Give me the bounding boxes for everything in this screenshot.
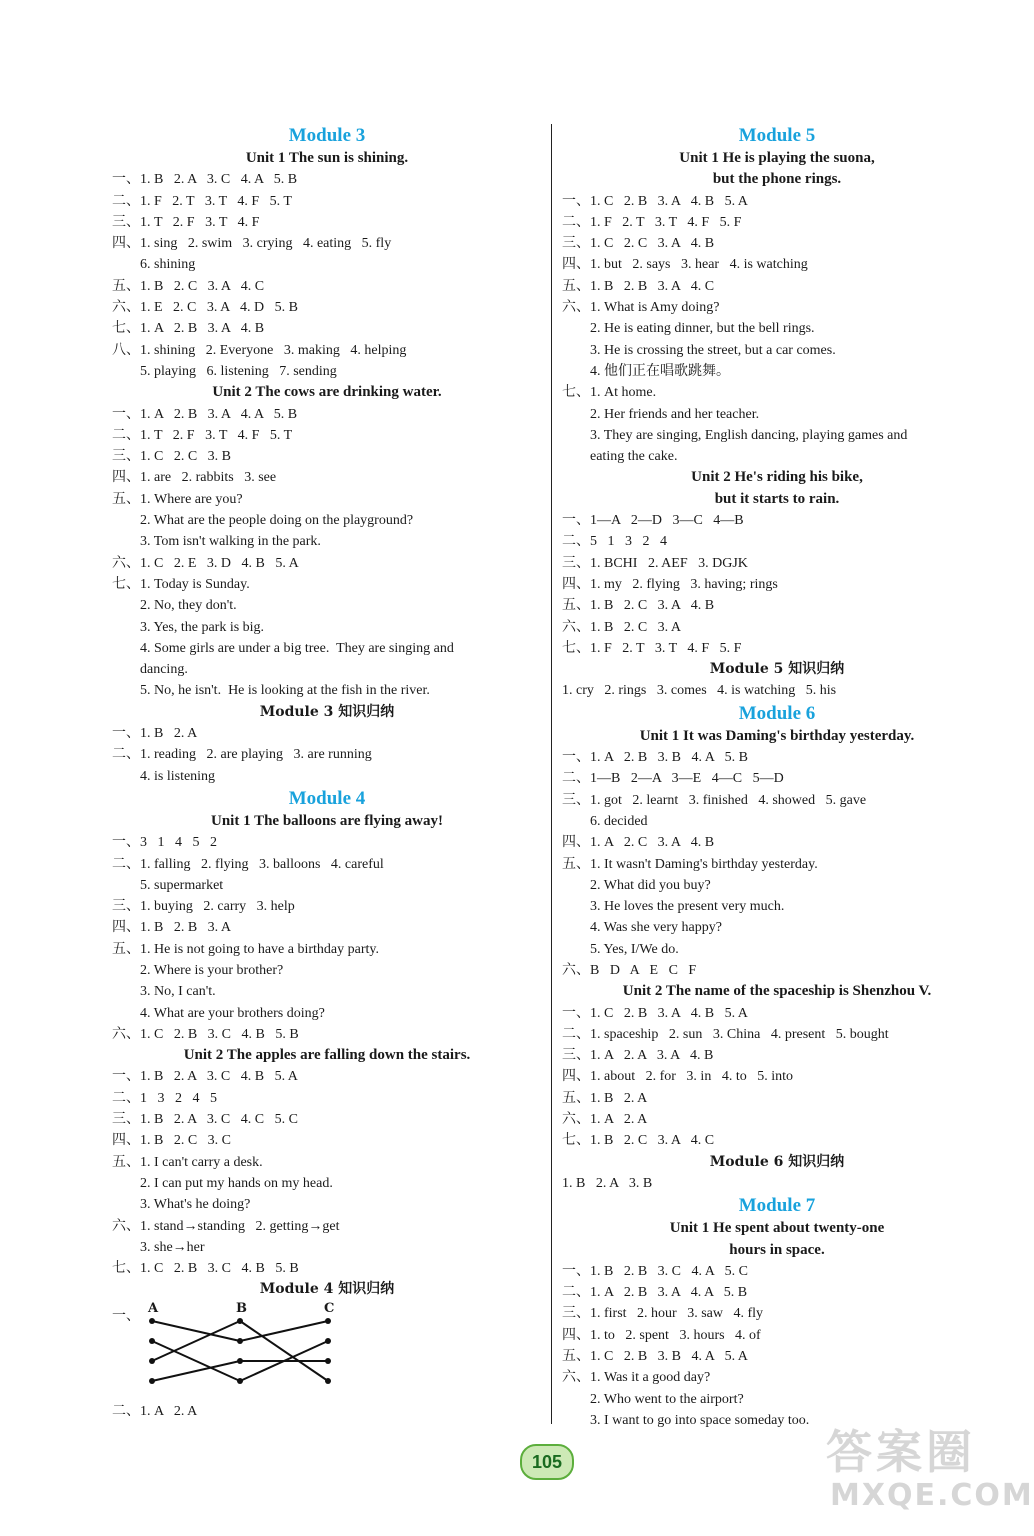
answer-line: 六、1. What is Amy doing? <box>562 300 720 316</box>
answer-line: 一、1. A 2. B 3. B 4. A 5. B <box>562 750 748 766</box>
answer-line: 三、1. buying 2. carry 3. help <box>112 899 295 915</box>
answer-line: 2. No, they don't. <box>140 598 237 614</box>
answer-line: 五、1. It wasn't Daming's birthday yesterday. <box>562 856 818 872</box>
answer-line: 六、1. C 2. E 3. D 4. B 5. A <box>112 555 299 571</box>
matching-column-label: A <box>148 1300 159 1316</box>
answer-line: 2. Where is your brother? <box>140 962 284 978</box>
summary-title: Module 5 知识归纳 <box>709 661 845 678</box>
match-dot <box>325 1378 331 1384</box>
match-dot <box>237 1318 243 1324</box>
answer-line: 4. is listening <box>140 768 216 784</box>
answer-line: 六、1. C 2. B 3. C 4. B 5. B <box>112 1026 299 1042</box>
matching-column-label: B <box>236 1300 247 1316</box>
page-number: 105 <box>520 1444 574 1480</box>
answer-line: 五、1. I can't carry a desk. <box>112 1154 263 1170</box>
answer-line: 3. Yes, the park is big. <box>140 619 265 635</box>
answer-line: 5. playing 6. listening 7. sending <box>140 363 337 379</box>
answer-line: 三、1. T 2. F 3. T 4. F <box>112 214 260 230</box>
answer-line: 五、1. C 2. B 3. B 4. A 5. A <box>562 1349 748 1365</box>
match-line <box>152 1321 240 1341</box>
answer-line: 2. I can put my hands on my head. <box>140 1175 333 1191</box>
summary-title: Module 3 知识归纳 <box>259 703 395 720</box>
answer-line: 四、1. B 2. C 3. C <box>112 1133 232 1149</box>
answer-line: 三、1. C 2. C 3. A 4. B <box>562 236 715 252</box>
answer-line: 4. Some girls are under a big tree. They are singing and <box>140 640 454 656</box>
answer-line: 一、1. B 2. B 3. C 4. A 5. C <box>562 1263 748 1279</box>
match-dot <box>325 1318 331 1324</box>
answer-line: 四、1. sing 2. swim 3. crying 4. eating 5. fly <box>112 236 392 252</box>
answer-line: 七、1. B 2. C 3. A 4. C <box>562 1133 715 1149</box>
unit-title: but the phone rings. <box>712 171 842 188</box>
answer-line: 五、1. B 2. B 3. A 4. C <box>562 278 715 294</box>
answer-line: 二、1. A 2. A <box>112 1403 198 1419</box>
answer-line: 五、1. B 2. A <box>562 1090 648 1106</box>
answer-line: 七、1. C 2. B 3. C 4. B 5. B <box>112 1261 299 1277</box>
answer-line: 3. He loves the present very much. <box>590 899 785 915</box>
answer-line: 三、1. B 2. A 3. C 4. C 5. C <box>112 1112 298 1128</box>
module-title: Module 3 <box>288 125 366 146</box>
answer-line: 5. Yes, I/We do. <box>590 941 679 957</box>
summary-title: Module 4 知识归纳 <box>259 1281 395 1298</box>
answer-line: 二、1—B 2—A 3—E 4—C 5—D <box>562 771 784 787</box>
answer-line: 七、1. F 2. T 3. T 4. F 5. F <box>562 640 742 656</box>
answer-line: 4. Was she very happy? <box>590 920 722 936</box>
answer-line: 二、5 1 3 2 4 <box>562 534 667 550</box>
answer-line: 3. I want to go into space someday too. <box>590 1412 810 1428</box>
answer-line: 1. cry 2. rings 3. comes 4. is watching 5. his <box>562 683 837 699</box>
unit-title: Unit 1 The balloons are flying away! <box>211 812 443 829</box>
match-dot <box>149 1358 155 1364</box>
watermark-logo <box>826 1416 1034 1526</box>
answer-line: 八、1. shining 2. Everyone 3. making 4. helping <box>112 342 407 358</box>
answer-line: 六、1. B 2. C 3. A <box>562 619 682 635</box>
answer-line: 一、1. B 2. A 3. C 4. A 5. B <box>112 172 298 188</box>
answer-line: 六、1. A 2. A <box>562 1112 648 1128</box>
answer-line: 2. He is eating dinner, but the bell rings. <box>590 321 815 337</box>
matching-diagram <box>112 1300 335 1401</box>
answer-line: 七、1. A 2. B 3. A 4. B <box>112 321 265 337</box>
answer-line: 6. shining <box>140 257 196 273</box>
match-dot <box>149 1338 155 1344</box>
answer-line: 四、1. to 2. spent 3. hours 4. of <box>562 1327 761 1343</box>
answer-line: 五、1. B 2. C 3. A 4. C <box>112 278 265 294</box>
answer-line: 一、1. A 2. B 3. A 4. A 5. B <box>112 406 298 422</box>
answer-line: 二、1. reading 2. are playing 3. are running <box>112 747 372 763</box>
match-dot <box>325 1338 331 1344</box>
answer-line: 六、B D A E C F <box>562 962 697 978</box>
answer-line: 4. 他们正在唱歌跳舞。 <box>590 363 730 379</box>
answer-line: 3. No, I can't. <box>140 984 216 1000</box>
answer-line: 三、1. first 2. hour 3. saw 4. fly <box>562 1306 764 1322</box>
answer-line: 3. Tom isn't walking in the park. <box>140 534 321 550</box>
unit-title: Unit 1 He spent about twenty-one <box>669 1220 885 1237</box>
module-title: Module 7 <box>738 1195 816 1217</box>
answer-line: 六、1. stand→standing 2. getting→get <box>112 1218 340 1234</box>
answer-line: 2. What are the people doing on the playground? <box>140 513 414 529</box>
answer-line: 2. Who went to the airport? <box>590 1391 744 1407</box>
answer-line: 5. No, he isn't. He is looking at the fish in the river. <box>140 683 430 699</box>
answer-line: 一、1. C 2. B 3. A 4. B 5. A <box>562 1005 748 1021</box>
answer-line: 二、1. T 2. F 3. T 4. F 5. T <box>112 427 293 443</box>
summary-title: Module 6 知识归纳 <box>709 1153 845 1170</box>
answer-line: 五、1. B 2. C 3. A 4. B <box>562 598 715 614</box>
answer-line: 一、1. C 2. B 3. A 4. B 5. A <box>562 193 748 209</box>
match-line <box>152 1341 240 1381</box>
answer-line: 3. What's he doing? <box>140 1197 251 1213</box>
match-line <box>152 1321 240 1361</box>
answer-line: 五、1. He is not going to have a birthday party. <box>112 941 379 957</box>
answer-line: 四、1. my 2. flying 3. having; rings <box>562 576 778 592</box>
answer-line: 六、1. E 2. C 3. A 4. D 5. B <box>112 300 298 316</box>
match-dot <box>149 1378 155 1384</box>
watermark-line2: MXQE.COM <box>830 1478 1034 1513</box>
right-column <box>562 124 992 1431</box>
answer-line: 二、1. F 2. T 3. T 4. F 5. F <box>562 214 742 230</box>
unit-title: Unit 1 It was Daming's birthday yesterday. <box>639 727 915 744</box>
answer-line: 四、1. B 2. B 3. A <box>112 920 232 936</box>
answer-line: 二、1 3 2 4 5 <box>112 1090 217 1106</box>
answer-line: 三、1. got 2. learnt 3. finished 4. showed 5. gave <box>562 792 867 808</box>
answer-line: 二、1. A 2. B 3. A 4. A 5. B <box>562 1285 748 1301</box>
answer-line: 六、1. Was it a good day? <box>562 1370 711 1386</box>
module-title: Module 5 <box>738 125 816 146</box>
match-dot <box>325 1358 331 1364</box>
answer-line: 四、1. but 2. says 3. hear 4. is watching <box>562 257 808 273</box>
unit-title: hours in space. <box>729 1241 825 1258</box>
module-title: Module 6 <box>738 702 816 724</box>
answer-line: 1. B 2. A 3. B <box>562 1175 653 1191</box>
answer-line: 一、1. B 2. A <box>112 726 198 742</box>
unit-title: Unit 2 The apples are falling down the stairs. <box>183 1047 471 1064</box>
answer-line: 一、1—A 2—D 3—C 4—B <box>562 513 744 529</box>
answer-line: 四、1. A 2. C 3. A 4. B <box>562 835 715 851</box>
unit-title: Unit 2 The cows are drinking water. <box>212 384 442 401</box>
answer-line: 5. supermarket <box>140 877 224 893</box>
unit-title: but it starts to rain. <box>714 490 840 507</box>
match-line <box>152 1361 240 1381</box>
match-dot <box>237 1378 243 1384</box>
answer-line: 三、1. A 2. A 3. A 4. B <box>562 1048 714 1064</box>
unit-title: Unit 1 The sun is shining. <box>245 150 409 166</box>
answer-line: 3. she→her <box>140 1239 205 1255</box>
column-divider <box>551 124 552 1424</box>
matching-column-label: C <box>324 1300 335 1316</box>
answer-line: 七、1. Today is Sunday. <box>112 576 250 592</box>
match-dot <box>237 1338 243 1344</box>
unit-title: Unit 1 He is playing the suona, <box>679 150 875 166</box>
answer-line: 3. They are singing, English dancing, playing games and <box>590 427 908 443</box>
answer-line: 四、1. are 2. rabbits 3. see <box>112 470 277 486</box>
answer-line: 二、1. spaceship 2. sun 3. China 4. present 5. bought <box>562 1026 889 1042</box>
answer-line: 四、1. about 2. for 3. in 4. to 5. into <box>562 1069 793 1085</box>
matching-lines <box>112 1301 342 1401</box>
answer-line: 2. What did you buy? <box>590 877 711 893</box>
answer-line: 4. What are your brothers doing? <box>140 1005 325 1021</box>
watermark-line1: 答案圈 <box>826 1425 976 1479</box>
answer-line: 三、1. C 2. C 3. B <box>112 449 232 465</box>
unit-title: Unit 2 The name of the spaceship is Shenzhou V. <box>622 983 932 1000</box>
answer-line: 七、1. At home. <box>562 385 657 401</box>
answer-line: 一、1. B 2. A 3. C 4. B 5. A <box>112 1069 298 1085</box>
answer-line: 一、3 1 4 5 2 <box>112 835 217 851</box>
match-dot <box>149 1318 155 1324</box>
module-title: Module 4 <box>288 787 366 809</box>
answer-line: 二、1. F 2. T 3. T 4. F 5. T <box>112 193 292 209</box>
answer-line: 2. Her friends and her teacher. <box>590 406 760 422</box>
match-dot <box>237 1358 243 1364</box>
answer-line: 3. He is crossing the street, but a car comes. <box>590 342 836 358</box>
left-column <box>112 124 542 1422</box>
answer-line: dancing. <box>140 662 188 678</box>
answer-line: 五、1. Where are you? <box>112 491 243 507</box>
answer-line: 6. decided <box>590 813 648 829</box>
answer-line: 三、1. BCHI 2. AEF 3. DGJK <box>562 555 748 571</box>
answer-line: 二、1. falling 2. flying 3. balloons 4. careful <box>112 856 384 872</box>
unit-title: Unit 2 He's riding his bike, <box>691 469 863 486</box>
answer-line: eating the cake. <box>590 449 678 465</box>
matching-prefix: 一、 <box>112 1307 140 1324</box>
